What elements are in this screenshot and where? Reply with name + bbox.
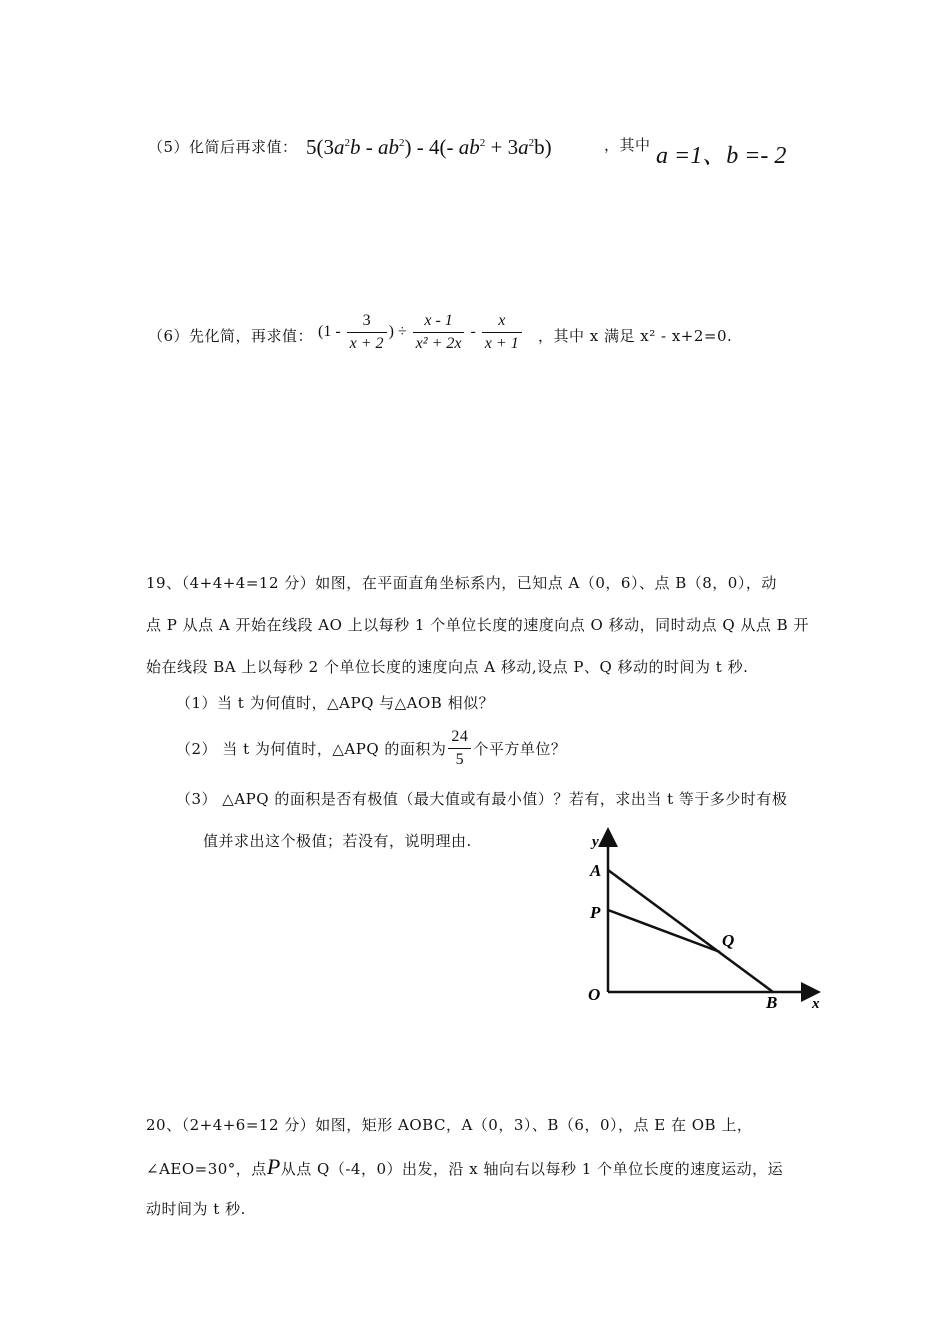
q20-line1: 20、（2+4+6=12 分）如图，矩形 AOBC，A（0，3）、B（6，0），点 E 在 OB 上，: [146, 1116, 753, 1134]
label-a: A: [590, 861, 602, 880]
q19-sub3-line1: （3） △APQ 的面积是否有极值（最大值或有最小值）？若有，求出当 t 等于多少时有极: [176, 790, 788, 808]
label-b: B: [766, 993, 778, 1012]
q19-line3: 始在线段 BA 上以每秒 2 个单位长度的速度向点 A 移动,设点 P、Q 移动的时间为 t 秒.: [146, 658, 749, 676]
q19-line2: 点 P 从点 A 开始在线段 AO 上以每秒 1 个单位长度的速度向点 O 移动，同时动点 Q 从点 B 开: [146, 616, 809, 634]
q5-condition: a =1、b =- 2: [656, 143, 787, 169]
segment-pq: [608, 910, 720, 952]
q6-expression: (1 - $\frac{3}{x + 2}$ ) ÷ $\frac{x - 1}{\text{x² + 2x}}$ - $\frac{x}{x + 1}$: [318, 310, 524, 355]
label-p: P: [590, 903, 601, 922]
q19-line1: 19、（4+4+4=12 分）如图，在平面直角坐标系内，已知点 A（0，6）、点 B（8，0），动: [146, 574, 777, 592]
q20-line2: ∠AEO=30°，点P从点 Q（-4，0）出发，沿 x 轴向右以每秒 1 个单位长度的速度运动，运: [146, 1154, 784, 1179]
label-x: x: [812, 996, 820, 1012]
q5-expression: $5(3a^2b - ab^2) - 4(-$ $ab^2 + 3a^2b$): [306, 135, 552, 159]
q19-sub3-line2: 值并求出这个极值；若没有，说明理由.: [203, 832, 472, 850]
label-o: O: [588, 985, 601, 1004]
q6-label: （6）先化简，再求值：: [148, 327, 314, 345]
q19-sub2: （2） 当 t 为何值时，△APQ 的面积为 $\frac{24}{5}$ 个平方单位？: [176, 728, 567, 768]
label-q: Q: [722, 931, 735, 950]
coordinate-figure: [580, 822, 830, 1017]
label-y: y: [592, 834, 599, 850]
q5-separator: ，其中: [604, 136, 651, 154]
q19-sub1: （1）当 t 为何值时，△APQ 与△AOB 相似？: [176, 694, 495, 712]
q5-label: （5）化简后再求值：: [148, 138, 298, 156]
segment-ab: [608, 870, 773, 992]
q20-line3: 动时间为 t 秒.: [146, 1200, 246, 1218]
q6-tail: ，其中 x 满足 x² - x+2=0.: [538, 327, 733, 345]
